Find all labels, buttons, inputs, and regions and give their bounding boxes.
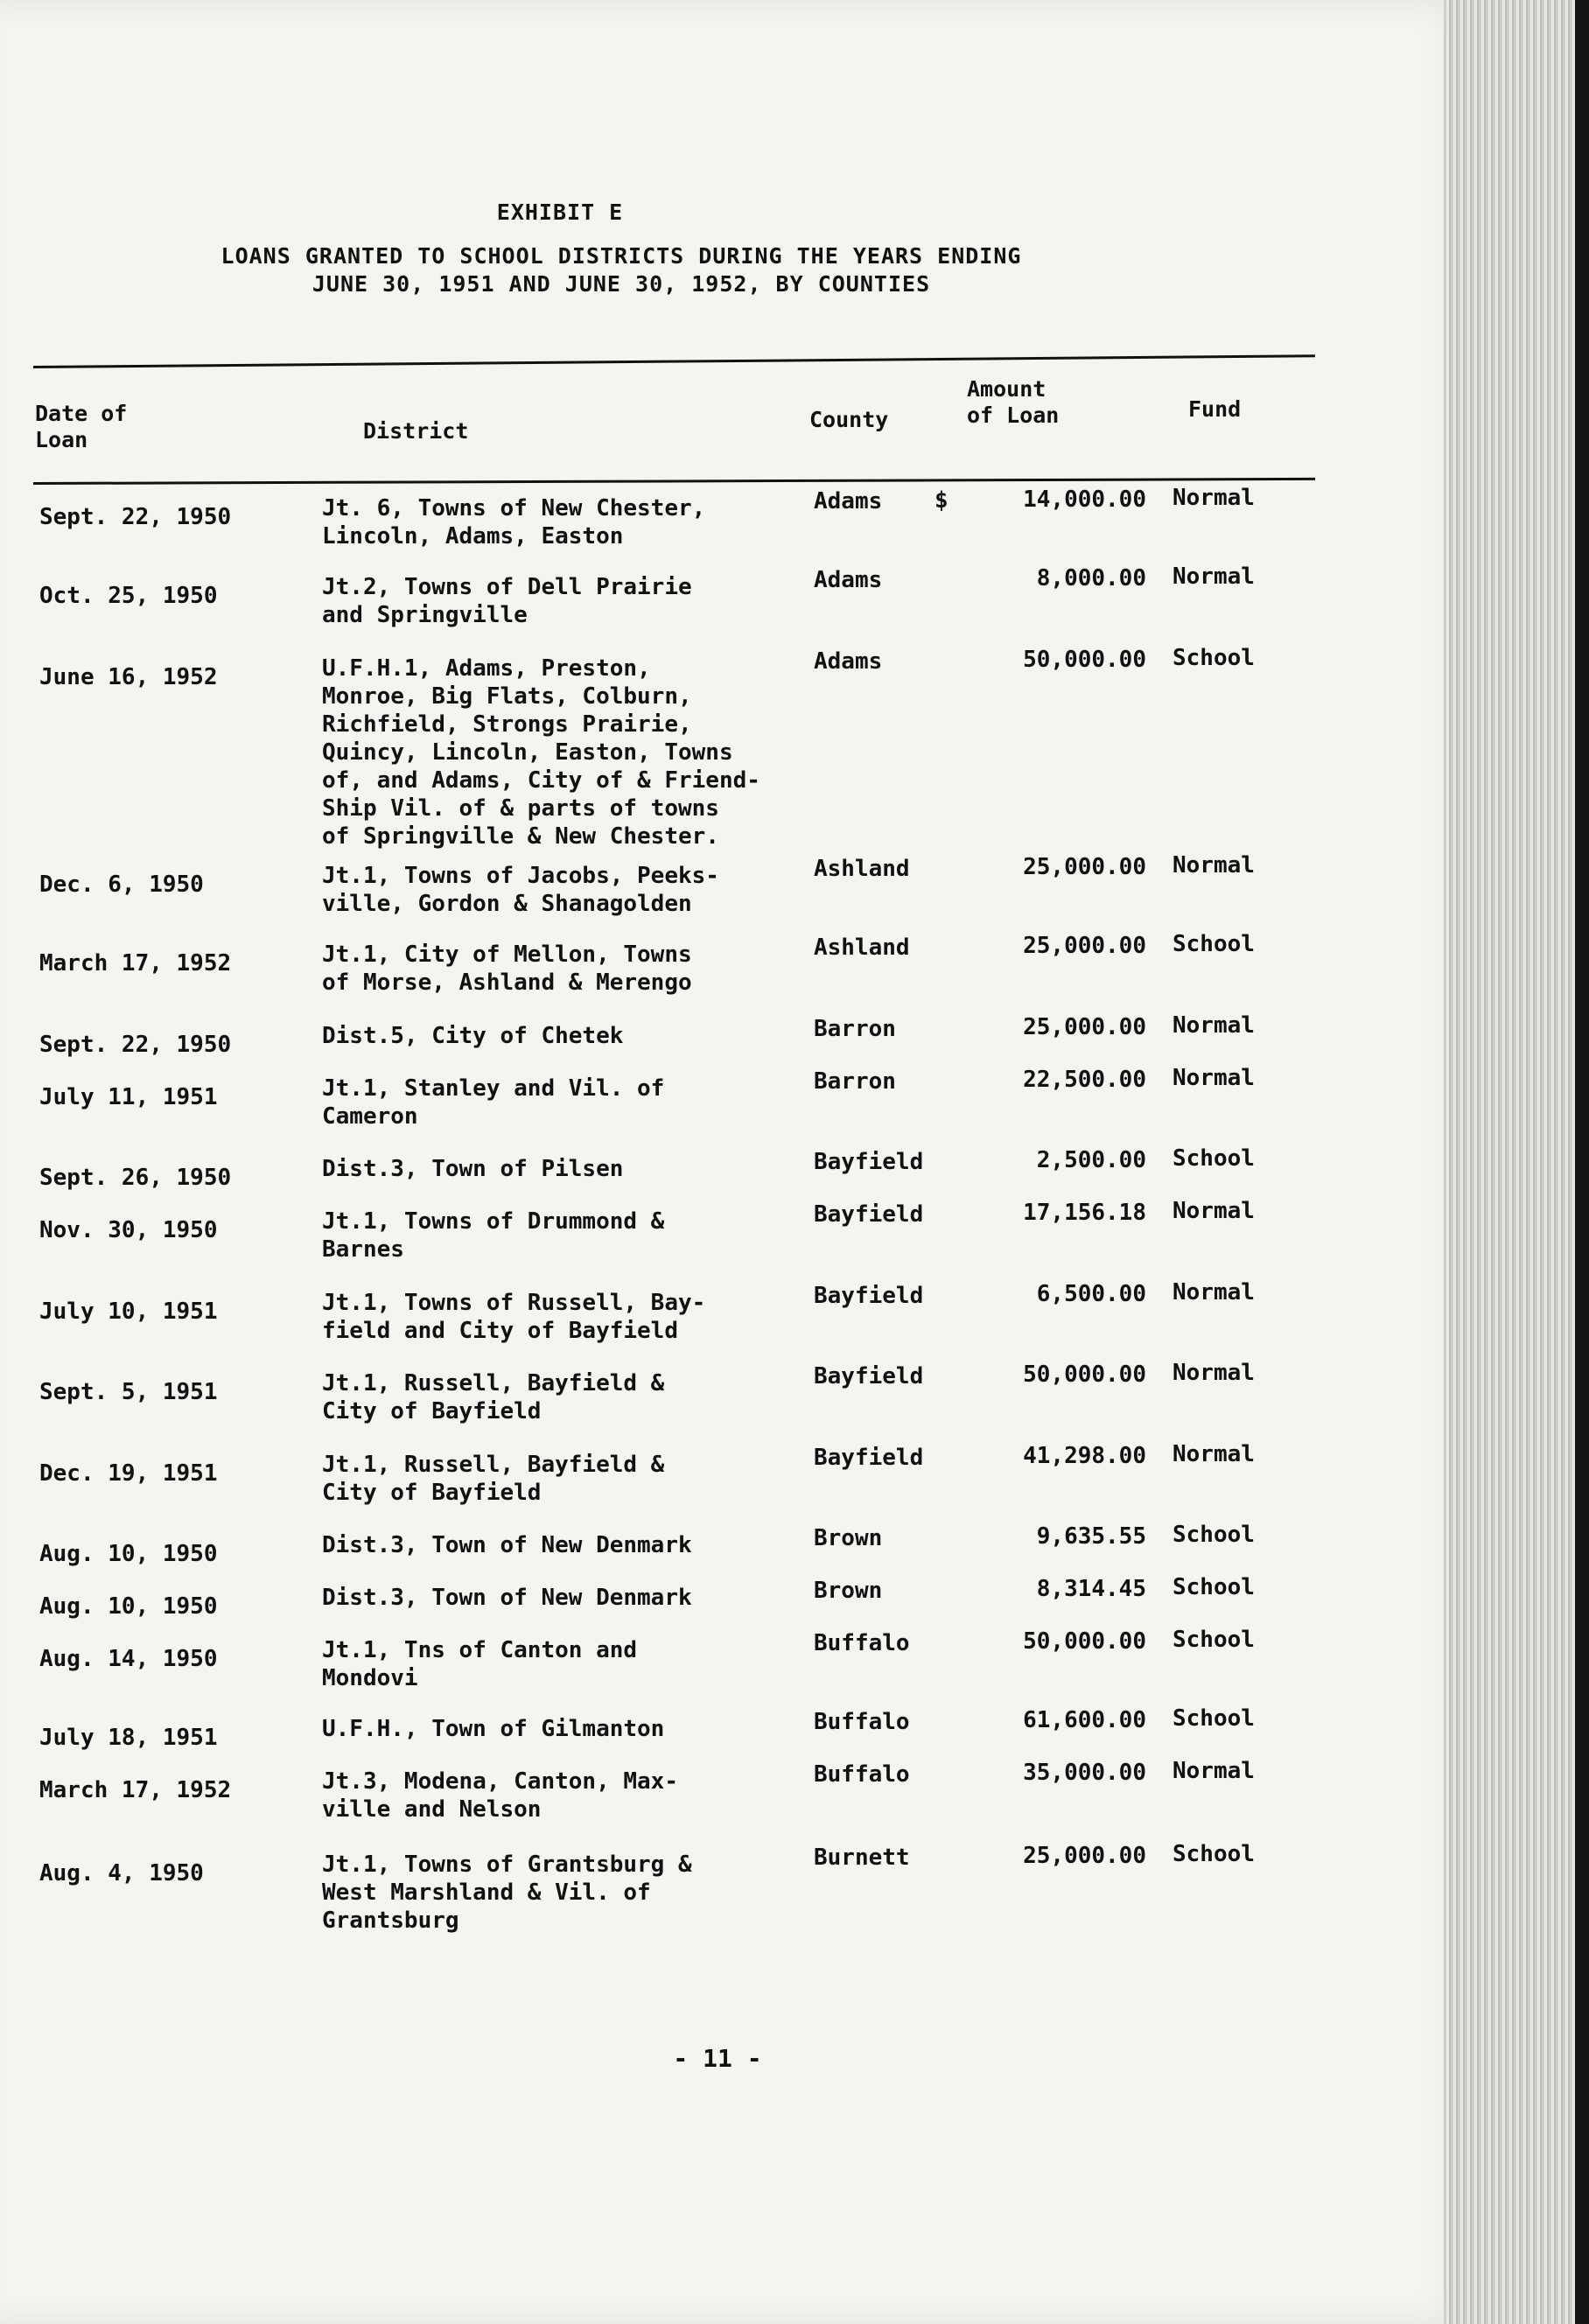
loan-district: Dist.3, Town of Pilsen (322, 1156, 624, 1182)
table-row (0, 1360, 1400, 1424)
table-row (0, 931, 1400, 996)
loan-county: Brown (814, 1525, 883, 1551)
loan-date: Sept. 22, 1950 (39, 1032, 232, 1058)
loan-fund: Normal (1172, 1279, 1255, 1306)
loan-amount: 2,500.00 (1036, 1147, 1146, 1173)
loan-amount: 25,000.00 (1023, 1843, 1146, 1869)
loan-fund: School (1172, 645, 1255, 671)
loan-fund: School (1172, 1705, 1255, 1732)
loan-date: Sept. 22, 1950 (39, 504, 232, 530)
loan-date: Sept. 5, 1951 (39, 1379, 218, 1405)
loan-fund: Normal (1172, 485, 1255, 511)
loan-county: Bayfield (814, 1363, 924, 1390)
loan-fund: Normal (1172, 564, 1255, 590)
loan-district: Jt.1, Towns of Drummond & Barnes (322, 1208, 665, 1263)
loan-date: July 18, 1951 (39, 1725, 218, 1751)
loan-fund: Normal (1172, 852, 1255, 878)
loan-date: Dec. 19, 1951 (39, 1460, 218, 1487)
loan-amount: 41,298.00 (1023, 1443, 1146, 1469)
title-line-1: LOANS GRANTED TO SCHOOL DISTRICTS DURING THE YEARS ENDING (220, 243, 1022, 269)
loan-county: Ashland (814, 934, 910, 961)
loan-district: Jt.1, Towns of Grantsburg & West Marshland & Vil. of Grantsburg (322, 1852, 692, 1934)
loan-date: March 17, 1952 (39, 1777, 232, 1803)
loan-date: June 16, 1952 (39, 664, 218, 690)
loan-district: Jt.1, Russell, Bayfield & City of Bayfield (322, 1452, 665, 1506)
loan-district: Jt.3, Modena, Canton, Max- ville and Nelson (322, 1768, 678, 1823)
column-header-district: District (363, 418, 469, 444)
loan-fund: School (1172, 1574, 1255, 1600)
loan-district: Jt.1, Towns of Jacobs, Peeks- ville, Gordon & Shanagolden (322, 863, 719, 917)
loan-fund: School (1172, 1841, 1255, 1867)
column-header-amount: Amount of Loan (967, 376, 1060, 428)
table-row (0, 485, 1400, 550)
loan-date: July 10, 1951 (39, 1298, 218, 1325)
loan-amount: 35,000.00 (1023, 1760, 1146, 1786)
loan-fund: Normal (1172, 1360, 1255, 1386)
loan-fund: School (1172, 1627, 1255, 1653)
column-header-fund: Fund (1188, 396, 1242, 422)
loan-district: Dist.3, Town of New Denmark (322, 1585, 692, 1611)
loan-district: U.F.H.1, Adams, Preston, Monroe, Big Flats, Colburn, Richfield, Strongs Prairie, Quincy, Lincoln, Easton, Towns of, and Adams, City of & Friend- Ship Vil. of & parts of towns of Springville & New Chester. (322, 655, 760, 850)
table-row (0, 1522, 1400, 1567)
currency-symbol: $ (934, 487, 948, 514)
table-row (0, 1574, 1400, 1620)
loan-county: Ashland (814, 856, 910, 882)
loan-district: U.F.H., Town of Gilmanton (322, 1716, 665, 1742)
loan-fund: School (1172, 1522, 1255, 1548)
loan-fund: School (1172, 931, 1255, 957)
loan-fund: Normal (1172, 1758, 1255, 1784)
loan-county: Bayfield (814, 1201, 924, 1228)
table-row (0, 1012, 1400, 1058)
table-top-rule (33, 354, 1315, 368)
table-row (0, 852, 1400, 917)
loan-amount: 17,156.18 (1023, 1200, 1146, 1226)
loan-amount: 8,314.45 (1036, 1576, 1146, 1602)
loan-county: Buffalo (814, 1709, 910, 1735)
loan-date: Aug. 4, 1950 (39, 1860, 204, 1886)
column-header-date: Date of Loan (35, 401, 128, 452)
loan-fund: Normal (1172, 1198, 1255, 1224)
loan-amount: 61,600.00 (1023, 1707, 1146, 1733)
loan-county: Brown (814, 1578, 883, 1604)
loan-date: Sept. 26, 1950 (39, 1165, 232, 1191)
loan-district: Jt.1, Towns of Russell, Bay- field and City of Bayfield (322, 1290, 706, 1344)
table-header-rule (33, 478, 1315, 485)
loan-county: Barron (814, 1016, 896, 1042)
loan-county: Burnett (814, 1844, 910, 1871)
loan-date: Dec. 6, 1950 (39, 872, 204, 898)
loan-amount: 50,000.00 (1023, 647, 1146, 673)
loan-county: Bayfield (814, 1283, 924, 1309)
loan-amount: 14,000.00 (1023, 486, 1146, 513)
loan-district: Dist.3, Town of New Denmark (322, 1532, 692, 1558)
page-number: - 11 - (673, 2044, 762, 2073)
loan-amount: 22,500.00 (1023, 1067, 1146, 1093)
loan-date: July 11, 1951 (39, 1084, 218, 1110)
loan-amount: 6,500.00 (1036, 1281, 1146, 1307)
loan-district: Jt. 6, Towns of New Chester, Lincoln, Adams, Easton (322, 495, 706, 550)
loan-district: Jt.1, Tns of Canton and Mondovi (322, 1637, 638, 1691)
loan-date: Oct. 25, 1950 (39, 583, 218, 609)
table-row (0, 1441, 1400, 1506)
table-row (0, 645, 1400, 850)
table-row (0, 1279, 1400, 1344)
loan-district: Jt.1, Stanley and Vil. of Cameron (322, 1075, 665, 1130)
loan-fund: Normal (1172, 1012, 1255, 1039)
loan-district: Jt.1, City of Mellon, Towns of Morse, Ashland & Merengo (322, 942, 692, 996)
loan-district: Jt.2, Towns of Dell Prairie and Springville (322, 574, 692, 628)
loan-district: Dist.5, City of Chetek (322, 1023, 624, 1049)
table-row (0, 1627, 1400, 1691)
loan-fund: Normal (1172, 1441, 1255, 1467)
loan-date: March 17, 1952 (39, 950, 232, 976)
table-row (0, 1198, 1400, 1263)
loan-county: Adams (814, 648, 883, 675)
title-line-2: JUNE 30, 1951 AND JUNE 30, 1952, BY COUNTIES (312, 271, 931, 297)
loan-district: Jt.1, Russell, Bayfield & City of Bayfield (322, 1370, 665, 1424)
loan-county: Adams (814, 488, 883, 514)
loan-amount: 25,000.00 (1023, 854, 1146, 880)
table-row (0, 564, 1400, 628)
table-row (0, 1705, 1400, 1751)
loan-amount: 25,000.00 (1023, 933, 1146, 959)
loan-county: Adams (814, 567, 883, 593)
column-header-county: County (809, 407, 889, 432)
loan-fund: School (1172, 1145, 1255, 1172)
loan-amount: 50,000.00 (1023, 1628, 1146, 1655)
loan-county: Buffalo (814, 1630, 910, 1656)
loan-county: Bayfield (814, 1149, 924, 1175)
loan-county: Bayfield (814, 1445, 924, 1471)
loan-county: Barron (814, 1068, 896, 1095)
loan-fund: Normal (1172, 1065, 1255, 1091)
loan-amount: 8,000.00 (1036, 565, 1146, 592)
book-page-edges (1444, 0, 1575, 2324)
loan-county: Buffalo (814, 1761, 910, 1788)
table-row (0, 1065, 1400, 1130)
loan-date: Aug. 14, 1950 (39, 1646, 218, 1672)
loan-amount: 50,000.00 (1023, 1362, 1146, 1388)
loan-amount: 9,635.55 (1036, 1523, 1146, 1550)
table-row (0, 1758, 1400, 1823)
exhibit-label: EXHIBIT E (496, 200, 624, 225)
loan-date: Aug. 10, 1950 (39, 1541, 218, 1567)
loan-amount: 25,000.00 (1023, 1014, 1146, 1040)
table-row (0, 1145, 1400, 1191)
table-row (0, 1841, 1400, 1934)
loan-date: Nov. 30, 1950 (39, 1217, 218, 1243)
loan-date: Aug. 10, 1950 (39, 1593, 218, 1620)
